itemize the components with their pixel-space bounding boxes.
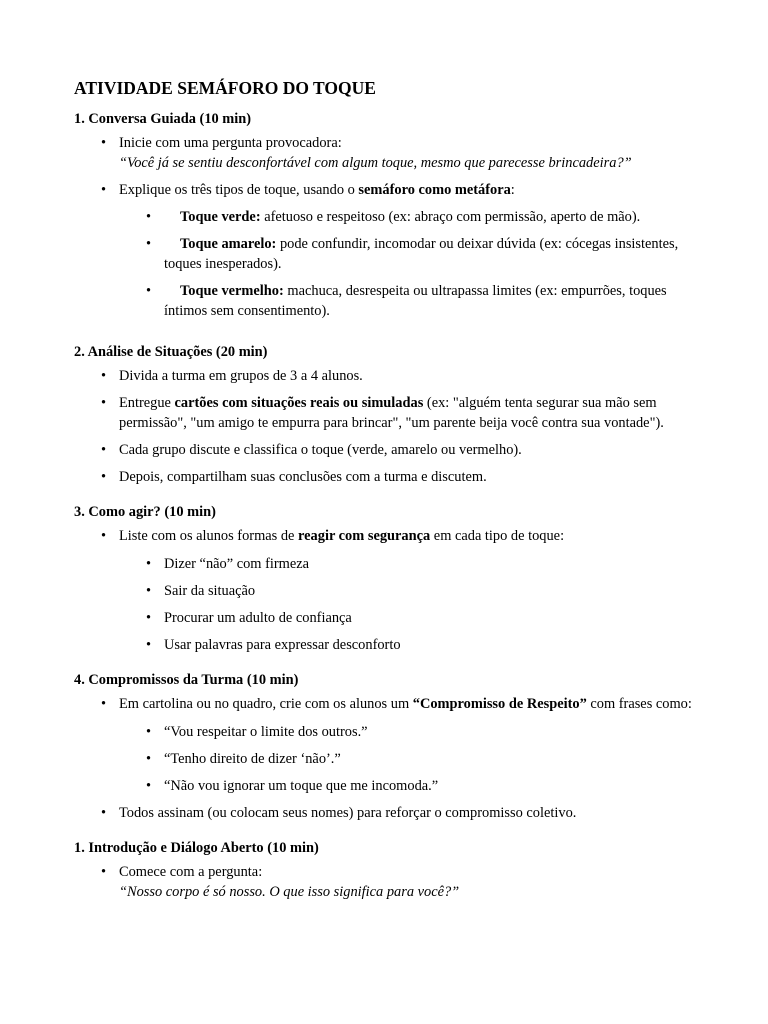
list-item: • “Não vou ignorar um toque que me incomoda.” — [119, 776, 704, 796]
bullet-text: Entregue — [119, 395, 175, 411]
touch-label: Toque verde: — [180, 209, 261, 225]
reaction-list — [74, 554, 704, 655]
bullet-text: Comece com a pergunta: — [119, 864, 263, 880]
bold-text: semáforo como metáfora — [358, 182, 511, 198]
quote-text: “Nosso corpo é só nosso. O que isso significa para você?” — [119, 884, 460, 900]
bullet-text: : — [510, 182, 515, 198]
list-item: • Sair da situação — [119, 581, 704, 601]
document-page — [74, 76, 704, 909]
section-3-list — [74, 526, 704, 655]
touch-text: afetuoso e respeitoso (ex: abraço com permissão, aperto de mão). — [260, 209, 641, 225]
bullet-text: Explique os três tipos de toque, usando o — [119, 182, 359, 198]
bullet-text: com frases como: — [586, 696, 692, 712]
list-item: • Cada grupo discute e classifica o toque (verde, amarelo ou vermelho). — [74, 440, 704, 460]
bullet-text: Em cartolina ou no quadro, crie com os alunos um — [119, 696, 413, 712]
list-item: • Depois, compartilham suas conclusões com a turma e discutem. — [74, 467, 704, 487]
list-item: • Usar palavras para expressar desconforto — [119, 635, 704, 655]
section-4-list — [74, 694, 704, 823]
section-3-heading: 3. Como agir? (10 min) — [74, 504, 216, 520]
touch-types-list — [74, 207, 704, 321]
list-item — [74, 133, 704, 173]
section-1-list — [74, 133, 704, 321]
list-item — [74, 862, 704, 902]
list-item — [74, 694, 704, 796]
phrases-list — [74, 722, 704, 796]
section-4-heading: 4. Compromissos da Turma (10 min) — [74, 672, 299, 688]
list-item-yellow — [119, 234, 704, 274]
list-item — [74, 180, 704, 321]
quote-text: “Você já se sentiu desconfortável com algum toque, mesmo que parecesse brincadeira?” — [119, 155, 632, 171]
list-item-red — [119, 281, 704, 321]
list-item: • “Vou respeitar o limite dos outros.” — [119, 722, 704, 742]
list-item — [74, 393, 704, 433]
list-item: • Dizer “não” com firmeza — [119, 554, 704, 574]
touch-label: Toque amarelo: — [180, 236, 277, 252]
bullet-text: em cada tipo de toque: — [430, 528, 565, 544]
bold-text: “Compromisso de Respeito” — [412, 696, 587, 712]
section-1-heading: 1. Conversa Guiada (10 min) — [74, 111, 252, 127]
bullet-text: Liste com os alunos formas de — [119, 528, 299, 544]
bullet-text: (ex: "alguém tenta segurar sua mão sem permissão", "um amigo te empurra para brincar", "um parente beija você contra sua vontade"). — [119, 395, 664, 431]
list-item: • Todos assinam (ou colocam seus nomes) para reforçar o compromisso coletivo. — [74, 803, 704, 823]
list-item: • Procurar um adulto de confiança — [119, 608, 704, 628]
section-5-list — [74, 862, 704, 902]
page-title: ATIVIDADE SEMÁFORO DO TOQUE — [74, 78, 376, 98]
bullet-text: Inicie com uma pergunta provocadora: — [119, 135, 342, 151]
touch-text: pode confundir, incomodar ou deixar dúvida (ex: cócegas insistentes, toques inesperados). — [164, 236, 679, 272]
bold-text: cartões com situações reais ou simuladas — [174, 395, 424, 411]
touch-text: machuca, desrespeita ou ultrapassa limites (ex: empurrões, toques íntimos sem consentimento). — [164, 283, 667, 319]
section-2-list — [74, 366, 704, 487]
touch-label: Toque vermelho: — [180, 283, 284, 299]
list-item: • Divida a turma em grupos de 3 a 4 alunos. — [74, 366, 704, 386]
section-5-heading: 1. Introdução e Diálogo Aberto (10 min) — [74, 840, 319, 856]
list-item: • “Tenho direito de dizer ‘não’.” — [119, 749, 704, 769]
list-item-green — [119, 207, 704, 227]
list-item — [74, 526, 704, 655]
section-2-heading: 2. Análise de Situações (20 min) — [74, 344, 268, 360]
bold-text: reagir com segurança — [298, 528, 431, 544]
